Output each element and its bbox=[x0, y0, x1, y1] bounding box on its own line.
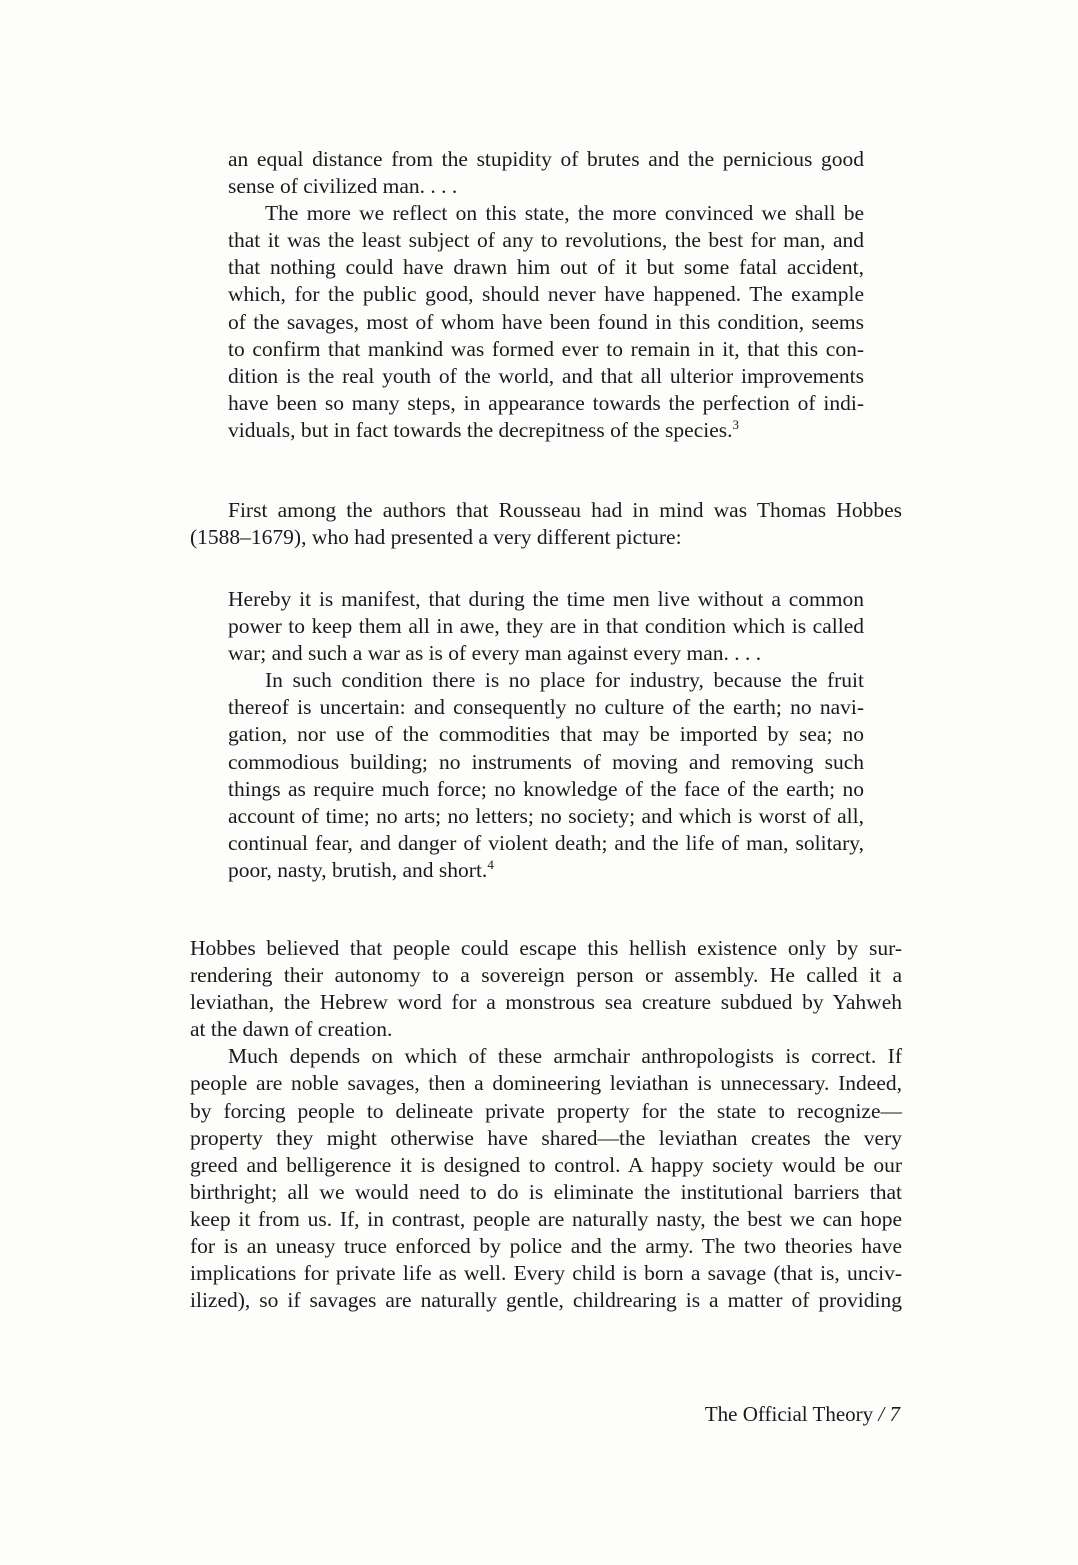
text-line: leviathan, the Hebrew word for a monstrous sea creature subdued by Yahweh bbox=[190, 990, 902, 1015]
text-line: implications for private life as well. Every child is born a savage (that is, unciv- bbox=[190, 1261, 902, 1286]
text-line: The more we reflect on this state, the more convinced we shall be bbox=[265, 201, 864, 226]
text-line: keep it from us. If, in contrast, people are naturally nasty, the best we can hope bbox=[190, 1206, 902, 1231]
text-line: war; and such a war as is of every man against every man. . . . bbox=[228, 641, 762, 666]
text-line: commodious building; no instruments of moving and removing such bbox=[228, 749, 864, 774]
text-line: dition is the real youth of the world, and that all ulterior improvements bbox=[228, 363, 864, 388]
text-line: rendering their autonomy to a sovereign person or assembly. He called it a bbox=[190, 963, 902, 988]
text-line: viduals, but in fact towards the decrepitness of the species. bbox=[228, 417, 733, 442]
text-line: of the savages, most of whom have been found in this condition, seems bbox=[228, 309, 864, 334]
body-paragraphs bbox=[190, 935, 902, 1314]
rousseau-quote-para-2 bbox=[228, 200, 864, 444]
text-line: for is an uneasy truce enforced by police and the army. The two theories have bbox=[190, 1234, 902, 1259]
text-line-with-footnote bbox=[228, 857, 864, 884]
text-line: have been so many steps, in appearance towards the perfection of indi- bbox=[228, 390, 864, 415]
hobbes-quote-para-2 bbox=[228, 667, 864, 884]
text-line: power to keep them all in awe, they are in that condition which is called bbox=[228, 614, 864, 639]
hobbes-quote bbox=[228, 586, 864, 884]
footnote-marker: 3 bbox=[732, 416, 740, 432]
page-number: 7 bbox=[889, 1402, 900, 1426]
text-line: poor, nasty, brutish, and short. bbox=[228, 857, 488, 882]
rousseau-quote bbox=[228, 146, 864, 444]
text-line: people are noble savages, then a domineering leviathan is unnecessary. Indeed, bbox=[190, 1071, 902, 1096]
footnote-marker: 4 bbox=[487, 856, 494, 872]
text-line: (1588–1679), who had presented a very different picture: bbox=[190, 525, 682, 550]
text-line: continual fear, and danger of violent death; and the life of man, solitary, bbox=[228, 830, 864, 855]
text-line: In such condition there is no place for industry, because the fruit bbox=[265, 668, 864, 693]
rousseau-quote-para-1 bbox=[228, 146, 864, 200]
text-line: Hobbes believed that people could escape this hellish existence only by sur- bbox=[190, 936, 902, 960]
text-line-with-footnote bbox=[228, 417, 864, 444]
intro-paragraph bbox=[190, 497, 902, 551]
text-line: that nothing could have drawn him out of it but some fatal accident, bbox=[228, 255, 864, 280]
text-line: an equal distance from the stupidity of brutes and the pernicious good bbox=[228, 147, 864, 171]
footer-separator: / bbox=[878, 1402, 885, 1426]
text-line: sense of civilized man. . . . bbox=[228, 174, 458, 199]
text-line: First among the authors that Rousseau had in mind was Thomas Hobbes bbox=[228, 498, 902, 522]
body-para-2 bbox=[190, 1043, 902, 1314]
text-line: to confirm that mankind was formed ever to remain in it, that this con- bbox=[228, 336, 864, 361]
text-line: at the dawn of creation. bbox=[190, 1017, 393, 1042]
text-line: which, for the public good, should never have happened. The example bbox=[228, 282, 864, 307]
text-line: property they might otherwise have shared—the leviathan creates the very bbox=[190, 1125, 902, 1150]
text-line: gation, nor use of the commodities that may be imported by sea; no bbox=[228, 722, 864, 747]
text-line: birthright; all we would need to do is eliminate the institutional barriers that bbox=[190, 1179, 902, 1204]
text-line: things as require much force; no knowledge of the face of the earth; no bbox=[228, 776, 864, 801]
text-line: by forcing people to delineate private property for the state to recognize— bbox=[190, 1098, 902, 1123]
body-para-1 bbox=[190, 935, 902, 1043]
text-line: account of time; no arts; no letters; no society; and which is worst of all, bbox=[228, 803, 864, 828]
text-line: Hereby it is manifest, that during the time men live without a common bbox=[228, 587, 864, 611]
text-line: greed and belligerence it is designed to control. A happy society would be our bbox=[190, 1152, 902, 1177]
running-head: The Official Theory bbox=[704, 1402, 874, 1426]
hobbes-quote-para-1 bbox=[228, 586, 864, 667]
page-footer bbox=[705, 1402, 900, 1427]
text-line: that it was the least subject of any to revolutions, the best for man, and bbox=[228, 228, 864, 253]
text-line: ilized), so if savages are naturally gentle, childrearing is a matter of providing bbox=[190, 1288, 902, 1313]
text-line: thereof is uncertain: and consequently no culture of the earth; no navi- bbox=[228, 695, 864, 720]
text-line: Much depends on which of these armchair anthropologists is correct. If bbox=[228, 1044, 902, 1069]
